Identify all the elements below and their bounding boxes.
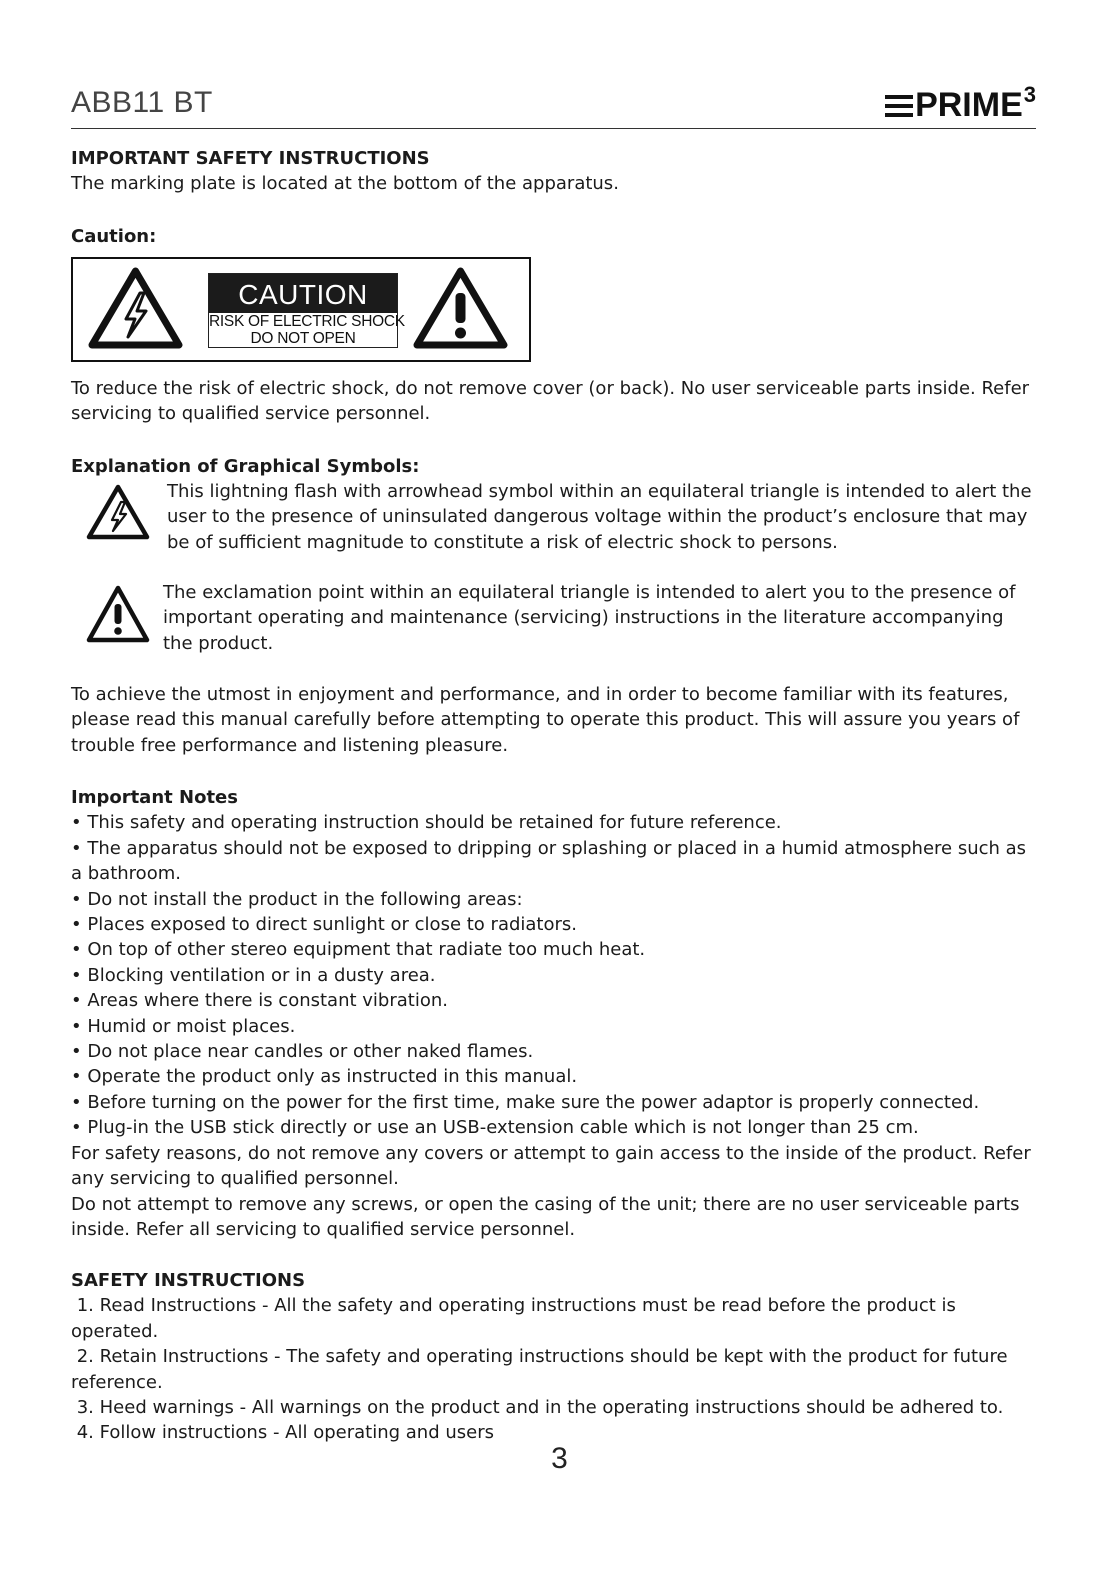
list-item: 4. Follow instructions - All operating and users <box>71 1422 494 1444</box>
page-number: 3 <box>551 1442 568 1475</box>
caution-heading-wrap <box>71 224 1036 249</box>
important-notes-section <box>71 785 1036 1242</box>
lightning-symbol-icon <box>85 483 151 541</box>
exclamation-symbol-text: The exclamation point within an equilateral triangle is intended to alert you to the presence of important operating and maintenance (servicing) instructions in the literature accompanying the product. <box>163 582 1016 654</box>
caution-heading: Caution: <box>71 226 157 247</box>
caution-badge <box>208 273 405 348</box>
notes-heading: Important Notes <box>71 787 238 808</box>
enjoyment-paragraph: To achieve the utmost in enjoyment and performance, and in order to become familiar with its features, please read this manual carefully before attempting to operate this product. This will assure you years of trouble free performance and listening pleasure. <box>71 684 1020 756</box>
caution-badge-line2: DO NOT OPEN <box>250 330 356 347</box>
list-item: 2. Retain Instructions - The safety and operating instructions should be kept with the product for future reference. <box>71 1346 1014 1393</box>
lightning-symbol-row <box>71 479 1036 555</box>
list-item: • Places exposed to direct sunlight or close to radiators. <box>71 914 577 936</box>
list-item: • Humid or moist places. <box>71 1015 296 1037</box>
notes-paragraph-1: For safety reasons, do not remove any covers or attempt to gain access to the inside of the product. Refer any servicing to qualified personnel. <box>71 1142 1031 1190</box>
exclamation-symbol-row <box>71 580 1036 656</box>
list-item: • Do not install the product in the following areas: <box>71 888 523 910</box>
caution-badge-line1: RISK OF ELECTRIC SHOCK <box>209 313 405 330</box>
list-item: • Areas where there is constant vibration. <box>71 990 448 1012</box>
list-item: • Blocking ventilation or in a dusty area. <box>71 964 436 986</box>
intro-text: The marking plate is located at the bottom of the apparatus. <box>71 173 619 195</box>
caution-paragraph-wrap <box>71 376 1036 427</box>
caution-label-box <box>71 257 531 362</box>
intro-heading: IMPORTANT SAFETY INSTRUCTIONS <box>71 148 430 169</box>
symbols-heading: Explanation of Graphical Symbols: <box>71 456 420 477</box>
exclamation-symbol-icon <box>85 584 151 644</box>
list-item: • The apparatus should not be exposed to dripping or splashing or placed in a humid atmosphere such as a bathroom. <box>71 837 1027 885</box>
enjoyment-wrap <box>71 682 1036 758</box>
list-item: 1. Read Instructions - All the safety and operating instructions must be read before the product is operated. <box>71 1295 962 1342</box>
brand-logo <box>885 82 1036 125</box>
list-item: • On top of other stereo equipment that radiate too much heat. <box>71 939 646 961</box>
logo-lines-icon <box>885 95 913 117</box>
lightning-triangle-icon <box>88 267 183 349</box>
notes-paragraph-2: Do not attempt to remove any screws, or open the casing of the unit; there are no user serviceable parts inside. Refer all servicing to qualified service personnel. <box>71 1193 1020 1240</box>
caution-paragraph: To reduce the risk of electric shock, do not remove cover (or back). No user serviceable parts inside. Refer servicing to qualified service personnel. <box>71 378 1030 425</box>
list-item: • Before turning on the power for the first time, make sure the power adaptor is properly connected. <box>71 1091 980 1113</box>
exclamation-triangle-icon <box>413 267 508 349</box>
symbols-heading-wrap <box>71 454 1036 479</box>
page-header <box>71 84 1036 129</box>
list-item: • Do not place near candles or other naked flames. <box>71 1041 534 1063</box>
list-item: • This safety and operating instruction should be retained for future reference. <box>71 812 782 834</box>
intro-section <box>71 146 1036 197</box>
lightning-symbol-text: This lightning flash with arrowhead symbol within an equilateral triangle is intended to alert the user to the presence of uninsulated dangerous voltage within the product’s enclosure that may be of sufficient magnitude to constitute a risk of electric shock to persons. <box>167 481 1032 553</box>
safety-instructions-section <box>71 1268 1036 1446</box>
caution-badge-title: CAUTION <box>209 274 397 313</box>
logo-superscript: 3 <box>1023 82 1036 107</box>
list-item: 3. Heed warnings - All warnings on the product and in the operating instructions should be adhered to. <box>71 1397 1004 1419</box>
safety-heading: SAFETY INSTRUCTIONS <box>71 1270 306 1291</box>
list-item: • Plug-in the USB stick directly or use an USB-extension cable which is not longer than 25 cm. <box>71 1117 919 1139</box>
list-item: • Operate the product only as instructed in this manual. <box>71 1066 578 1088</box>
model-name: ABB11 BT <box>71 86 213 119</box>
logo-text: PRIME <box>915 86 1023 124</box>
